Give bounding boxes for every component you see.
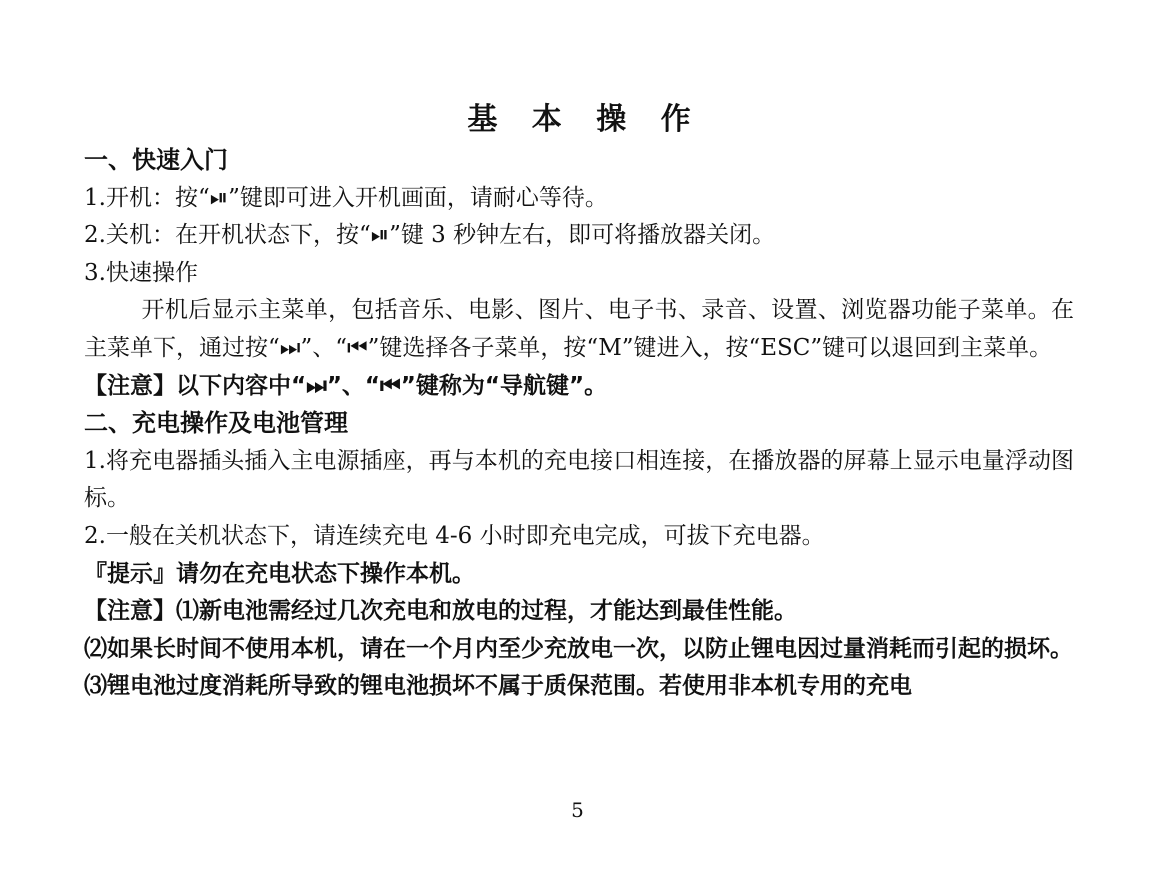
tip-no-operation-charging: 『提示』请勿在充电状态下操作本机。	[84, 560, 475, 587]
page-number: 5	[571, 798, 584, 822]
item-charger-connect: 1.将充电器插头插入主电源插座，再与本机的充电接口相连接，在播放器的屏幕上显示电量浮动图标。	[84, 447, 1074, 512]
note-warranty: ⑶锂电池过度消耗所导致的锂电池损坏不属于质保范围。若使用非本机专用的充电	[84, 673, 912, 700]
item-power-on: 1.开机：按“⏯”键即可进入开机画面，请耐心等待。	[84, 184, 608, 211]
section-heading-quick-start: 一、快速入门	[84, 146, 228, 174]
quick-operation-paragraph: 开机后显示主菜单，包括音乐、电影、图片、电子书、录音、设置、浏览器功能子菜单。在主菜单下，通过按“⏭”、“⏮”键选择各子菜单，按“M”键进入，按“ESC”键可以退回到主菜单。	[84, 297, 1074, 361]
manual-page	[84, 94, 1074, 706]
item-quick-operation: 3.快速操作	[84, 259, 198, 286]
item-charge-duration: 2.一般在关机状态下，请连续充电 4-6 小时即充电完成，可拔下充电器。	[84, 522, 825, 549]
item-power-off: 2.关机：在开机状态下，按“⏯”键 3 秒钟左右，即可将播放器关闭。	[84, 222, 776, 249]
note-new-battery: 【注意】⑴新电池需经过几次充电和放电的过程，才能达到最佳性能。	[84, 598, 797, 625]
note-long-storage: ⑵如果长时间不使用本机，请在一个月内至少充放电一次，以防止锂电因过量消耗而引起的损坏。	[84, 635, 1073, 662]
page-title: 基 本 操 作	[467, 102, 703, 137]
note-navigation-keys: 【注意】以下内容中“⏭”、“⏮”键称为“导航键”。	[84, 372, 608, 399]
section-heading-charging: 二、充电操作及电池管理	[84, 409, 348, 438]
